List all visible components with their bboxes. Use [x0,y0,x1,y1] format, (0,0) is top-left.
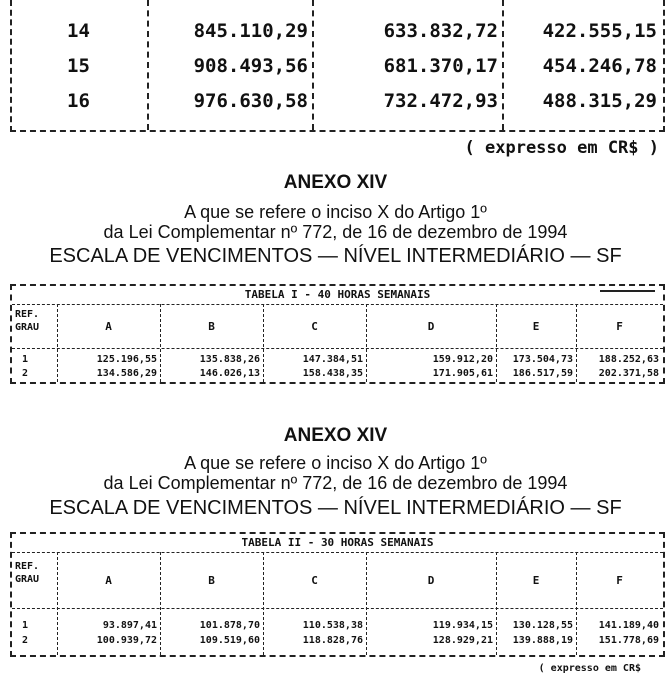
value-cell: 976.630,58 [193,90,308,112]
grade-cell: 16 [67,90,90,112]
table-row [12,635,663,651]
value-cell: 732.472,93 [383,90,498,112]
value-cell: 171.905,61 [432,368,493,379]
annex-reference-line: A que se refere o inciso X do Artigo 1º [184,453,487,473]
value-cell: 681.370,17 [383,55,498,77]
value-cell: 134.586,29 [96,368,157,379]
decorative-line [600,290,655,292]
table-row [12,47,663,85]
annex-title: ANEXO XIV [283,425,388,446]
table-row [12,82,663,120]
grade-cell: 2 [22,368,29,379]
value-cell: 188.252,63 [598,354,659,365]
salary-scale-title: ESCALA DE VENCIMENTOS — NÍVEL INTERMEDIÁRIO — SF [49,497,622,519]
value-cell: 633.832,72 [383,20,498,42]
grade-cell: 1 [22,354,29,365]
value-cell: 173.504,73 [512,354,573,365]
column-header: B [208,319,215,333]
value-cell: 845.110,29 [193,20,308,42]
column-header: D [427,319,435,333]
grade-cell: 1 [22,620,29,631]
salary-table-2 [10,532,665,657]
annex-reference-line: A que se refere o inciso X do Artigo 1º [184,202,487,222]
value-cell: 118.828,76 [302,635,363,646]
column-header: E [532,319,540,333]
column-header: C [311,573,318,587]
value-cell: 119.934,15 [432,620,493,631]
salary-table-1 [10,284,665,384]
value-cell: 202.371,58 [598,368,659,379]
value-cell: 186.517,59 [512,368,573,379]
value-cell: 109.519,60 [199,635,260,646]
currency-note: ( expresso em CR$ ) [464,138,659,158]
column-header: F [616,319,623,333]
annex-law-line: da Lei Complementar nº 772, de 16 de dezembro de 1994 [103,222,568,242]
column-header: E [532,573,540,587]
column-header: A [105,573,112,587]
ref-grade-label: REF. GRAU [15,309,40,333]
value-cell: 139.888,19 [512,635,573,646]
value-cell: 125.196,55 [96,354,157,365]
value-cell: 146.026,13 [199,368,260,379]
grade-cell: 2 [22,635,29,646]
value-cell: 135.838,26 [199,354,260,365]
value-cell: 488.315,29 [542,90,657,112]
table-header [12,304,663,349]
value-cell: 159.912,20 [432,354,493,365]
currency-note: ( expresso em CR$ [538,663,641,674]
table-header [12,552,663,609]
value-cell: 158.438,35 [302,368,363,379]
value-cell: 100.939,72 [96,635,157,646]
annex-law-line: da Lei Complementar nº 772, de 16 de dezembro de 1994 [103,473,568,493]
grade-cell: 14 [67,20,90,42]
ref-grade-label: REF. GRAU [15,561,40,585]
column-header: B [208,573,215,587]
grade-cell: 15 [67,55,90,77]
value-cell: 141.189,40 [598,620,659,631]
column-header: A [105,319,112,333]
value-cell: 110.538,38 [302,620,363,631]
value-cell: 128.929,21 [432,635,493,646]
table-row [12,620,663,636]
column-header: D [427,573,435,587]
value-cell: 422.555,15 [542,20,657,42]
salary-scale-title: ESCALA DE VENCIMENTOS — NÍVEL INTERMEDIÁRIO — SF [49,245,622,267]
annex-title: ANEXO XIV [283,172,388,193]
value-cell: 454.246,78 [542,55,657,77]
column-header: F [616,573,623,587]
table-row [12,368,663,384]
column-header: C [311,319,318,333]
salary-table-fragment [10,0,665,132]
value-cell: 130.128,55 [512,620,573,631]
value-cell: 147.384,51 [302,354,363,365]
table-row [12,12,663,50]
value-cell: 908.493,56 [193,55,308,77]
value-cell: 151.778,69 [598,635,659,646]
table-name: TABELA II - 30 HORAS SEMANAIS [12,534,663,553]
value-cell: 93.897,41 [102,620,157,631]
table-name: TABELA I - 40 HORAS SEMANAIS [12,286,663,305]
value-cell: 101.878,70 [199,620,260,631]
